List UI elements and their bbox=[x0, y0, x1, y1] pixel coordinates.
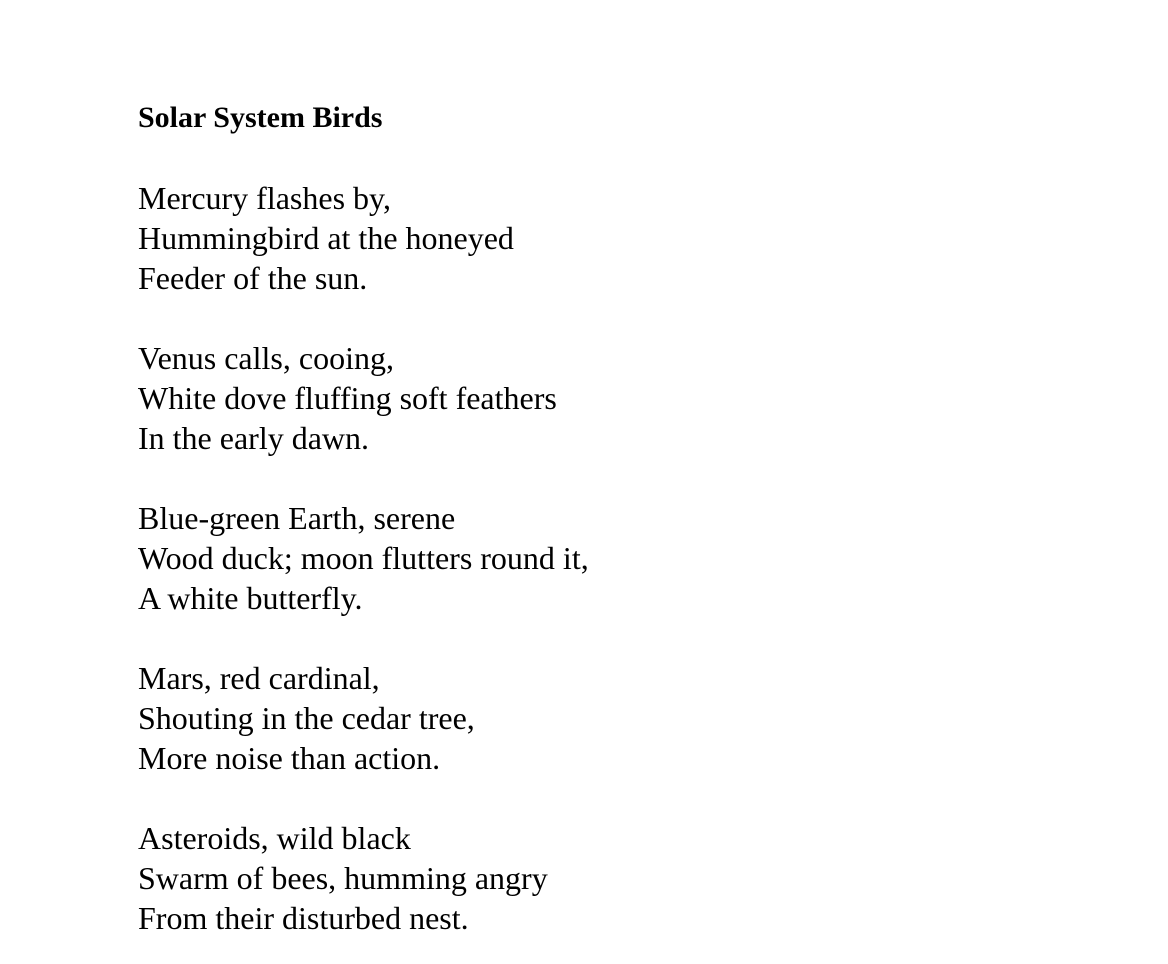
stanza-earth bbox=[138, 498, 1038, 618]
poem-line: Venus calls, cooing, bbox=[138, 340, 394, 376]
poem-line: Mercury flashes by, bbox=[138, 180, 391, 216]
stanza-asteroids bbox=[138, 818, 1038, 938]
poem-line: Shouting in the cedar tree, bbox=[138, 700, 475, 736]
poem-line: White dove fluffing soft feathers bbox=[138, 380, 557, 416]
poem-line: Wood duck; moon flutters round it, bbox=[138, 540, 589, 576]
stanza-mercury bbox=[138, 178, 1038, 298]
poem-line: Hummingbird at the honeyed bbox=[138, 220, 514, 256]
poem-line: From their disturbed nest. bbox=[138, 900, 469, 936]
poem-line: Feeder of the sun. bbox=[138, 260, 368, 296]
poem-line: A white butterfly. bbox=[138, 580, 363, 616]
poem-line: Mars, red cardinal, bbox=[138, 660, 380, 696]
poem-line: Swarm of bees, humming angry bbox=[138, 860, 548, 896]
stanza-venus bbox=[138, 338, 1038, 458]
stanza-mars bbox=[138, 658, 1038, 778]
poem-line: Asteroids, wild black bbox=[138, 820, 411, 856]
poem-title: Solar System Birds bbox=[138, 101, 383, 134]
poem bbox=[138, 98, 1038, 938]
poem-line: In the early dawn. bbox=[138, 420, 370, 456]
poem-line: More noise than action. bbox=[138, 740, 441, 776]
poem-line: Blue-green Earth, serene bbox=[138, 500, 456, 536]
